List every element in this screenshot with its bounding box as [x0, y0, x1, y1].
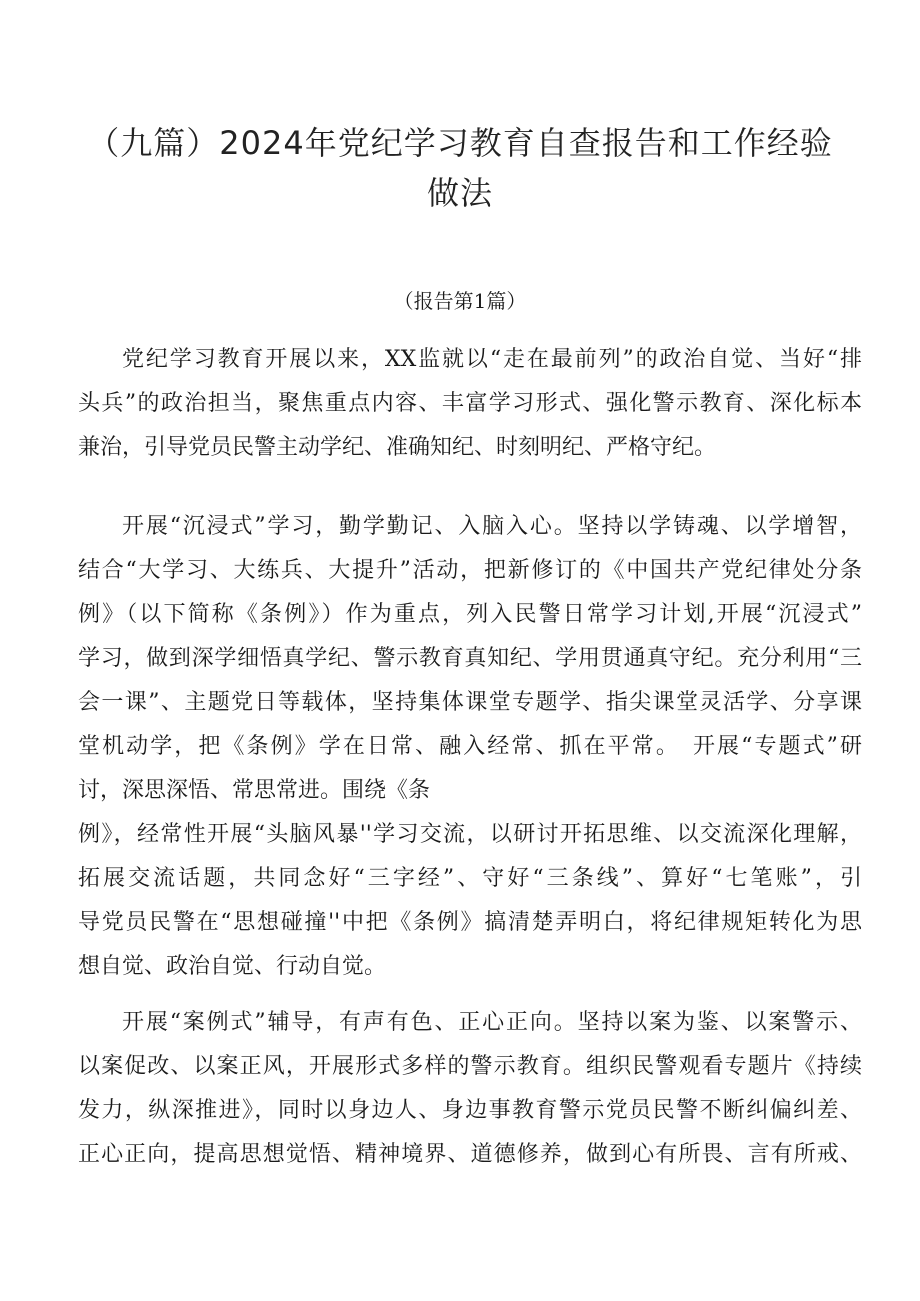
title-line-1: （九篇）2024年党纪学习教育自查报告和工作经验 — [87, 124, 833, 162]
paragraph-3 — [78, 1001, 862, 1177]
paragraph-line: 讨，深思深悟、常思常进。围绕《条 — [78, 778, 431, 803]
paragraph-line: 想自觉、政治自觉、行动自觉。 — [78, 954, 387, 979]
document-title — [60, 118, 860, 218]
paragraph-line: 开展“沉浸式”学习，勤学勤记、入脑入心。坚持以学铸魂、以学增智， — [122, 514, 862, 539]
paragraph-line: 开展“案例式”辅导，有声有色、正心正向。坚持以案为鉴、以案警示、 — [122, 1010, 862, 1035]
title-line-2: 做法 — [426, 174, 493, 212]
paragraph-line: 学习，做到深学细悟真学纪、警示教育真知纪、学用贯通真守纪。充分利用“三 — [78, 646, 862, 671]
paragraph-line: 结合“大学习、大练兵、大提升”活动，把新修订的《中国共产党纪律处分条 — [78, 558, 862, 583]
paragraph-line: 会一课”、主题党日等载体，坚持集体课堂专题学、指尖课堂灵活学、分享课 — [78, 690, 862, 715]
paragraph-line: 兼治，引导党员民警主动学纪、准确知纪、时刻明纪、严格守纪。 — [78, 435, 717, 460]
paragraph-line: 例》（以下简称《条例》）作为重点，列入民警日常学习计划,开展“沉浸式” — [78, 602, 862, 627]
paragraph-2 — [78, 505, 862, 989]
paragraph-line: 发力，纵深推进》，同时以身边人、身边事教育警示党员民警不断纠偏纠差、 — [78, 1098, 862, 1123]
paragraph-1 — [78, 338, 862, 470]
report-subtitle: （报告第1篇） — [393, 289, 527, 313]
paragraph-line: 例》，经常性开展“头脑风暴''学习交流，以研讨开拓思维、以交流深化理解， — [78, 822, 862, 847]
paragraph-line: 堂机动学，把《条例》学在日常、融入经常、抓在平常。 开展“专题式”研 — [78, 734, 862, 759]
paragraph-line: 导党员民警在“思想碰撞''中把《条例》搞清楚弄明白，将纪律规矩转化为思 — [78, 910, 862, 935]
paragraph-line: 拓展交流话题，共同念好“三字经”、守好“三条线”、算好“七笔账”，引 — [78, 866, 862, 891]
paragraph-line: 正心正向，提高思想觉悟、精神境界、道德修养，做到心有所畏、言有所戒、 — [78, 1142, 862, 1167]
paragraph-line: 党纪学习教育开展以来，XX监就以“走在最前列”的政治自觉、当好“排 — [122, 347, 862, 372]
paragraph-line: 以案促改、以案正风，开展形式多样的警示教育。组织民警观看专题片《持续 — [78, 1054, 862, 1079]
paragraph-line: 头兵”的政治担当，聚焦重点内容、丰富学习形式、强化警示教育、深化标本 — [78, 391, 862, 416]
